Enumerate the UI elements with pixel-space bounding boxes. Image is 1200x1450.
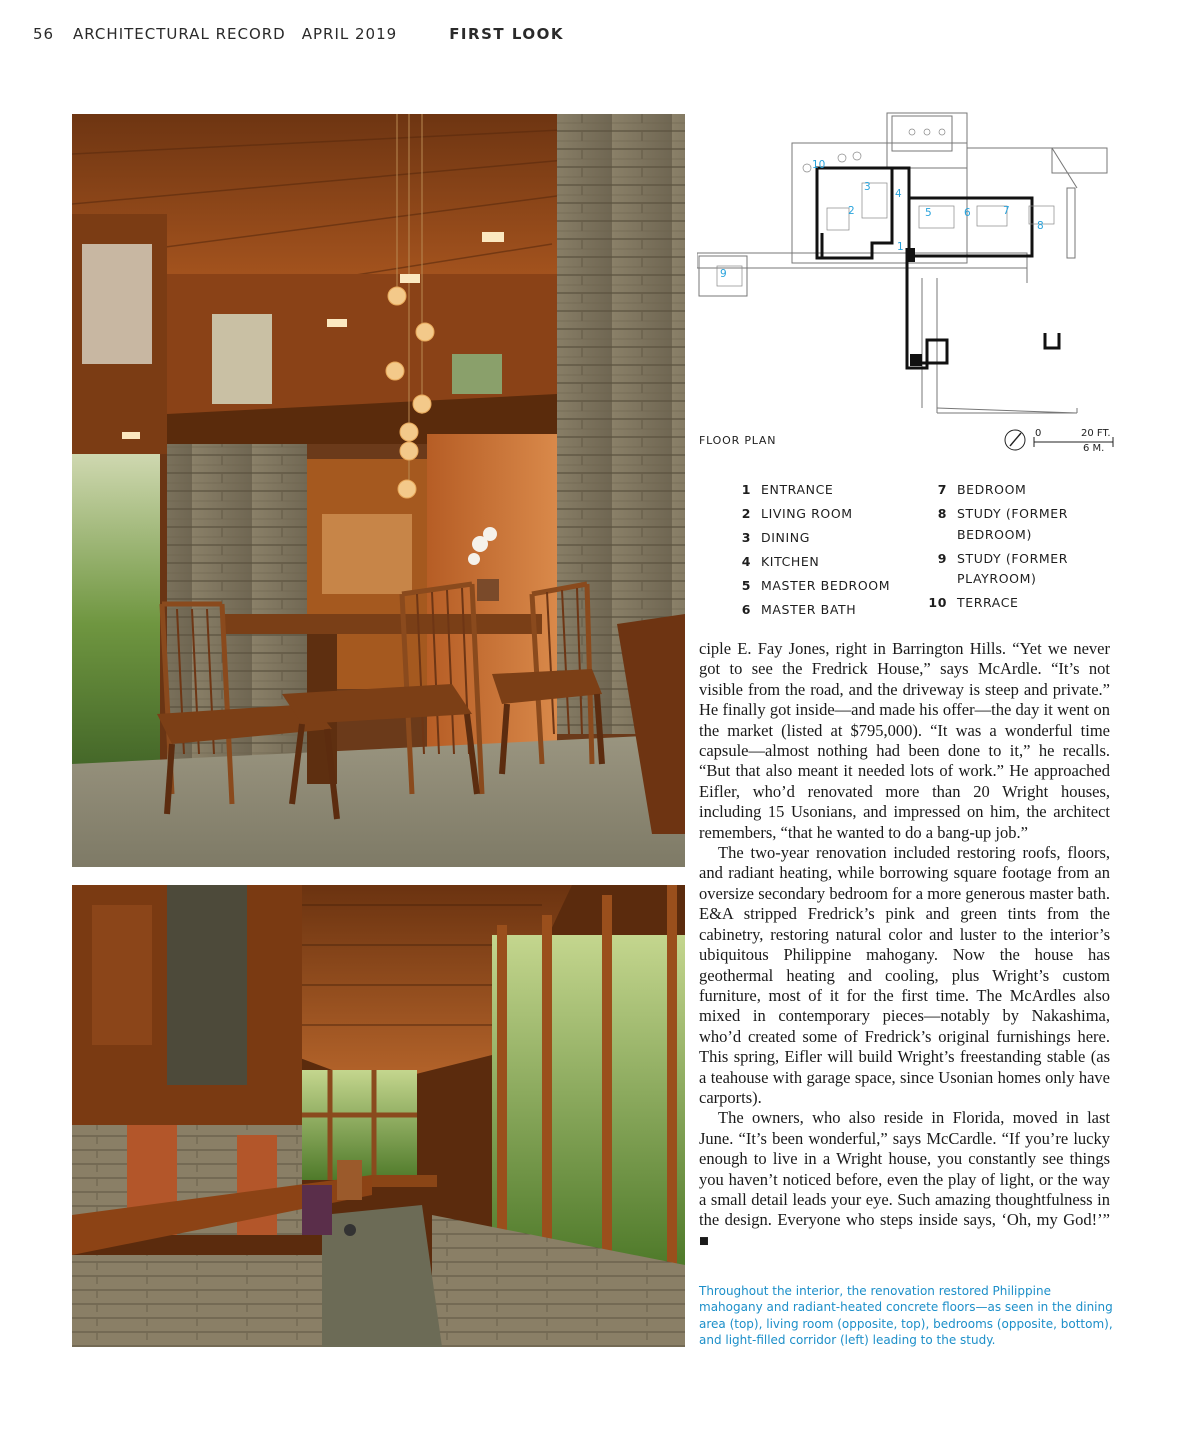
page-number: 56 <box>33 25 55 43</box>
legend-item: 3 DINING <box>741 530 810 545</box>
article-paragraph: ciple E. Fay Jones, right in Barrington Hills. “Yet we never got to see the Fredrick House,” says McArdle. “It’s not visible from the road, and the driveway is steep and private.” He finally got inside—and made his offer—the day it went on the market (listed at $795,000). “It was a wonderful time capsule—almost nothing had been done to it,” he recalls. “But that also meant it needed lots of work.” He approached Eifler, who’d renovated more than 20 Wright houses, including 15 Usonians, and impressed on him, the architect remembers, “that he wanted to do a bang-up job.” <box>699 639 1110 842</box>
legend-item: 1 ENTRANCE <box>741 482 834 497</box>
page-header <box>33 25 564 43</box>
plan-marker-3: 3 <box>864 181 871 193</box>
plan-marker-5: 5 <box>925 207 932 219</box>
scale-meters: 6 M. <box>1083 443 1105 454</box>
plan-marker-6: 6 <box>964 207 971 219</box>
article-paragraph-last: The owners, who also reside in Florida, moved in last June. “It’s been wonderful,” says McCardle. “If you’re lucky enough to live in a Wright house, you constantly see things you haven’t noticed before, even the play of light, or the way a small detail leads your eye. Such amazing thoughtfulness in the design. Everyone who steps inside says, ‘Oh, my God!’” ■ <box>699 1108 1110 1250</box>
legend-item: 2 LIVING ROOM <box>741 506 853 521</box>
legend-item: 10 TERRACE <box>928 595 1019 610</box>
section-title: FIRST LOOK <box>449 25 564 43</box>
plan-marker-2: 2 <box>848 205 855 217</box>
plan-marker-9: 9 <box>720 268 727 280</box>
floor-plan-diagram <box>697 108 1117 458</box>
dining-area-photo <box>72 114 685 867</box>
plan-marker-7: 7 <box>1003 205 1010 217</box>
plan-marker-4: 4 <box>895 188 902 200</box>
article-body <box>699 639 1110 1251</box>
plan-marker-1: 1 <box>897 241 904 253</box>
legend-column-2 <box>918 480 1098 617</box>
end-mark-icon: ■ <box>699 1230 709 1250</box>
legend-item: 9 STUDY (FORMER PLAYROOM) <box>937 550 1069 586</box>
legend-item: 5 MASTER BEDROOM <box>741 578 891 593</box>
plan-marker-8: 8 <box>1037 220 1044 232</box>
legend-column-1 <box>722 480 912 624</box>
legend-item: 4 KITCHEN <box>741 554 820 569</box>
scale-zero: 0 <box>1035 428 1042 439</box>
corridor-photo <box>72 885 685 1347</box>
north-arrow-icon <box>1010 433 1021 446</box>
legend-item: 7 BEDROOM <box>937 482 1027 497</box>
article-paragraph: The two-year renovation included restoring roofs, floors, and radiant heating, while borrowing square footage from an oversize secondary bedroom for a more generous master bath. E&A stripped Fredrick’s pink and green tints from the cabinetry, restoring natural color and luster to the interior’s ubiquitous Philippine mahogany. Now the house has geothermal heating and cooling, plus Wright’s custom furniture, most of it for the first time. The McArdles also mixed in contemporary pieces—notably by Nakashima, who’d created some of Fredrick’s original furnishings here. This spring, Eifler will build Wright’s freestanding stable (as a teahouse with garage space, since Usonian homes only have carports). <box>699 843 1110 1107</box>
legend-item: 6 MASTER BATH <box>741 602 857 617</box>
photo-caption: Throughout the interior, the renovation restored Philippine mahogany and radiant-heated concrete floors—as seen in the dining area (top), living room (opposite, top), bedrooms (opposite, bottom), and light-filled corridor (left) leading to the study. <box>699 1284 1113 1347</box>
floor-plan-label: FLOOR PLAN <box>699 434 777 447</box>
legend-item: 8 STUDY (FORMER BEDROOM) <box>937 506 1069 542</box>
plan-marker-10: 10 <box>812 159 826 171</box>
magazine-name: ARCHITECTURAL RECORD <box>73 25 286 43</box>
scale-feet: 20 FT. <box>1081 428 1111 439</box>
issue-date: APRIL 2019 <box>301 25 398 43</box>
